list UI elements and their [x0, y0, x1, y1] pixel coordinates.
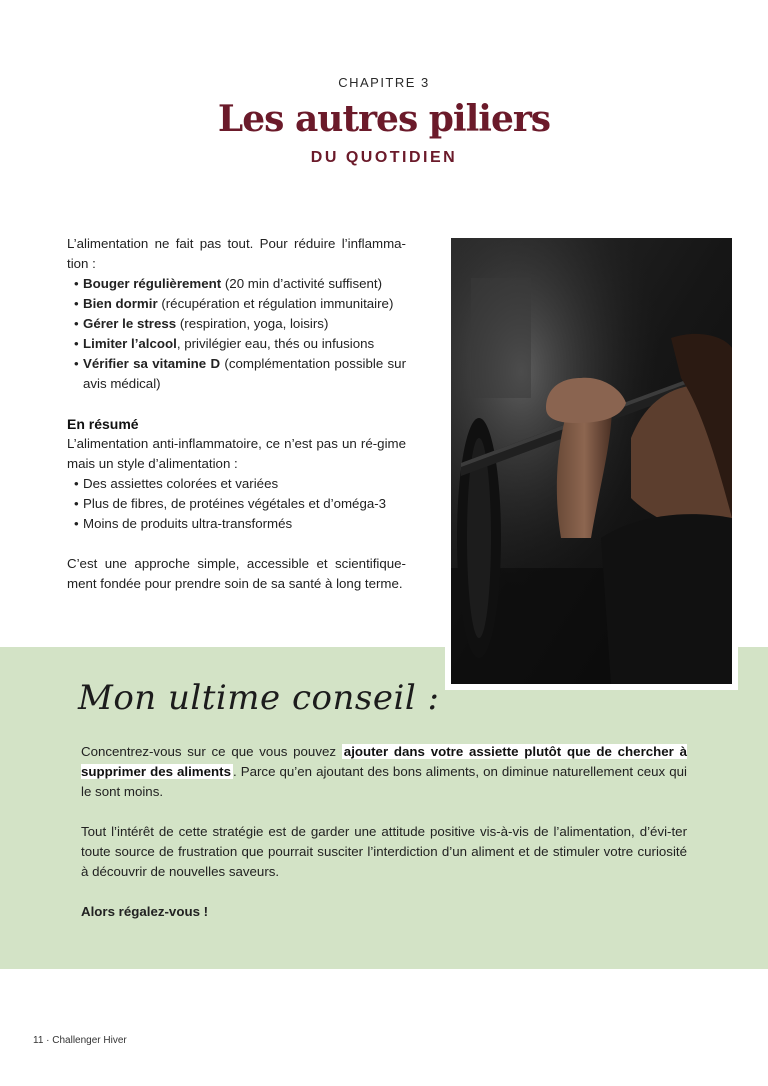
page-footer: 11 · Challenger Hiver — [33, 1035, 127, 1046]
summary-text: L’alimentation anti-inflammatoire, ce n’est pas un ré-gime mais un style d’alimentation : — [67, 436, 406, 471]
barbell-photo — [451, 238, 732, 684]
advice-block — [81, 742, 687, 922]
chapter-label: CHAPITRE 3 — [338, 75, 430, 90]
list-item: • Limiter l’alcool, privilégier eau, thés ou infusions — [67, 334, 406, 354]
page-subtitle: DU QUOTIDIEN — [310, 149, 458, 166]
advice-paragraph-2: Tout l’intérêt de cette stratégie est de garder une attitude positive vis-à-vis de l’alimentation, d’évi-ter toute source de frustration que pourrait susciter l’interdiction d’un aliment et de stimuler votre curiosité à découvrir de nouvelles saveurs. — [81, 824, 687, 879]
page-title: Les autres piliers — [217, 98, 551, 140]
advice-paragraph-1: Concentrez-vous sur ce que vous pouvez ajouter dans votre assiette plutôt que de chercher à supprimer des aliments . Parce qu’en ajoutant des bons aliments, on diminue naturellement ceux qui le sont moins. — [81, 744, 687, 799]
intro-text: L’alimentation ne fait pas tout. Pour réduire l’inflamma-tion : — [67, 236, 406, 271]
advice-closing: Alors régalez-vous ! — [81, 904, 209, 919]
list-item: • Plus de fibres, de protéines végétales et d’oméga-3 — [67, 494, 406, 514]
list-item: • Bien dormir (récupération et régulation immunitaire) — [67, 294, 406, 314]
advice-title: Mon ultime conseil : — [78, 678, 440, 718]
list-item: • Moins de produits ultra-transformés — [67, 514, 406, 534]
summary-closing: C’est une approche simple, accessible et scientifique-ment fondée pour prendre soin de sa santé à long terme. — [67, 556, 406, 591]
summary-list — [67, 474, 406, 534]
list-item: • Gérer le stress (respiration, yoga, loisirs) — [67, 314, 406, 334]
list-item: • Bouger régulièrement (20 min d’activité suffisent) — [67, 274, 406, 294]
list-item: • Des assiettes colorées et variées — [67, 474, 406, 494]
advice-highlight: ajouter dans votre assiette plutôt que de chercher à supprimer des aliments — [81, 744, 687, 779]
summary-heading: En résumé — [67, 416, 139, 432]
intro-column — [67, 234, 406, 594]
list-item: • Vérifier sa vitamine D (complémentation possible sur avis médical) — [67, 354, 406, 394]
pillars-list — [67, 274, 406, 394]
